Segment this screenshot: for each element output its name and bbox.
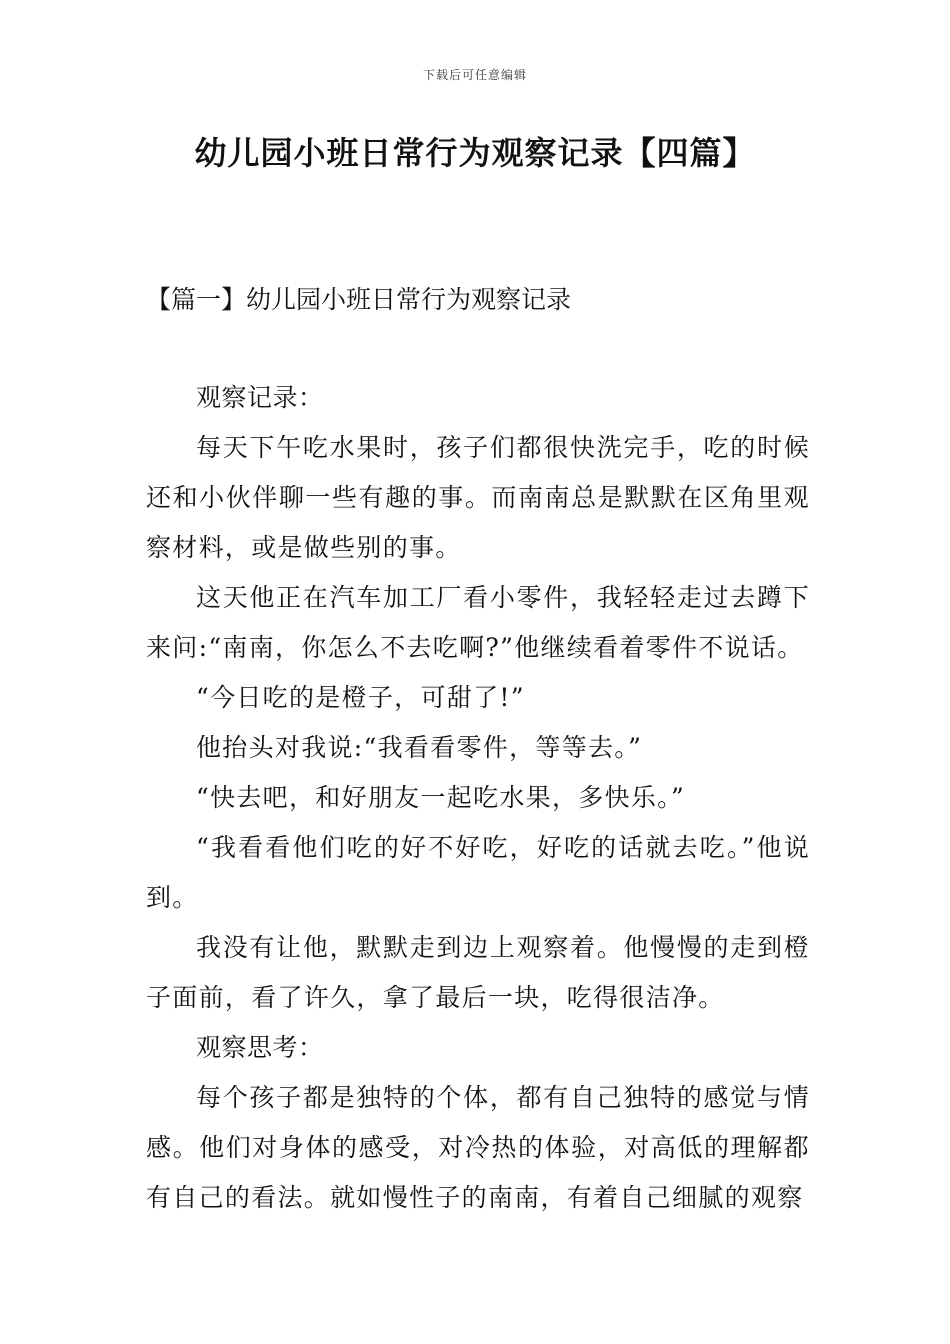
paragraph: 每个孩子都是独特的个体，都有自己独特的感觉与情感。他们对身体的感受，对冷热的体验，对高低的理解都有自己的看法。就如慢性子的南南，有着自己细腻的观察 <box>146 1083 810 1212</box>
document-title: 幼儿园小班日常行为观察记录【四篇】 <box>194 134 756 172</box>
header-note: 下载后可任意编辑 <box>422 68 527 82</box>
paragraph: “我看看他们吃的好不好吃，好吃的话就去吃。”他说到。 <box>146 833 810 912</box>
paragraph: “今日吃的是橙子，可甜了!” <box>196 683 525 712</box>
paragraph: 我没有让他，默默走到边上观察着。他慢慢的走到橙子面前，看了许久，拿了最后一块，吃得很洁净。 <box>146 933 810 1012</box>
body-text <box>146 373 810 1223</box>
paragraph: 他抬头对我说:“我看看零件，等等去。” <box>196 733 643 762</box>
paragraph-observation-label: 观察记录： <box>196 383 324 412</box>
section-heading: 【篇一】幼儿园小班日常行为观察记录 <box>146 285 572 314</box>
paragraph-reflection-label: 观察思考： <box>196 1033 324 1062</box>
paragraph: “快去吧，和好朋友一起吃水果，多快乐。” <box>196 783 686 812</box>
paragraph: 这天他正在汽车加工厂看小零件，我轻轻走过去蹲下来问:“南南，你怎么不去吃啊?”他继续看着零件不说话。 <box>146 583 810 662</box>
paragraph: 每天下午吃水果时，孩子们都很快洗完手，吃的时候还和小伙伴聊一些有趣的事。而南南总是默默在区角里观察材料，或是做些别的事。 <box>146 433 810 562</box>
